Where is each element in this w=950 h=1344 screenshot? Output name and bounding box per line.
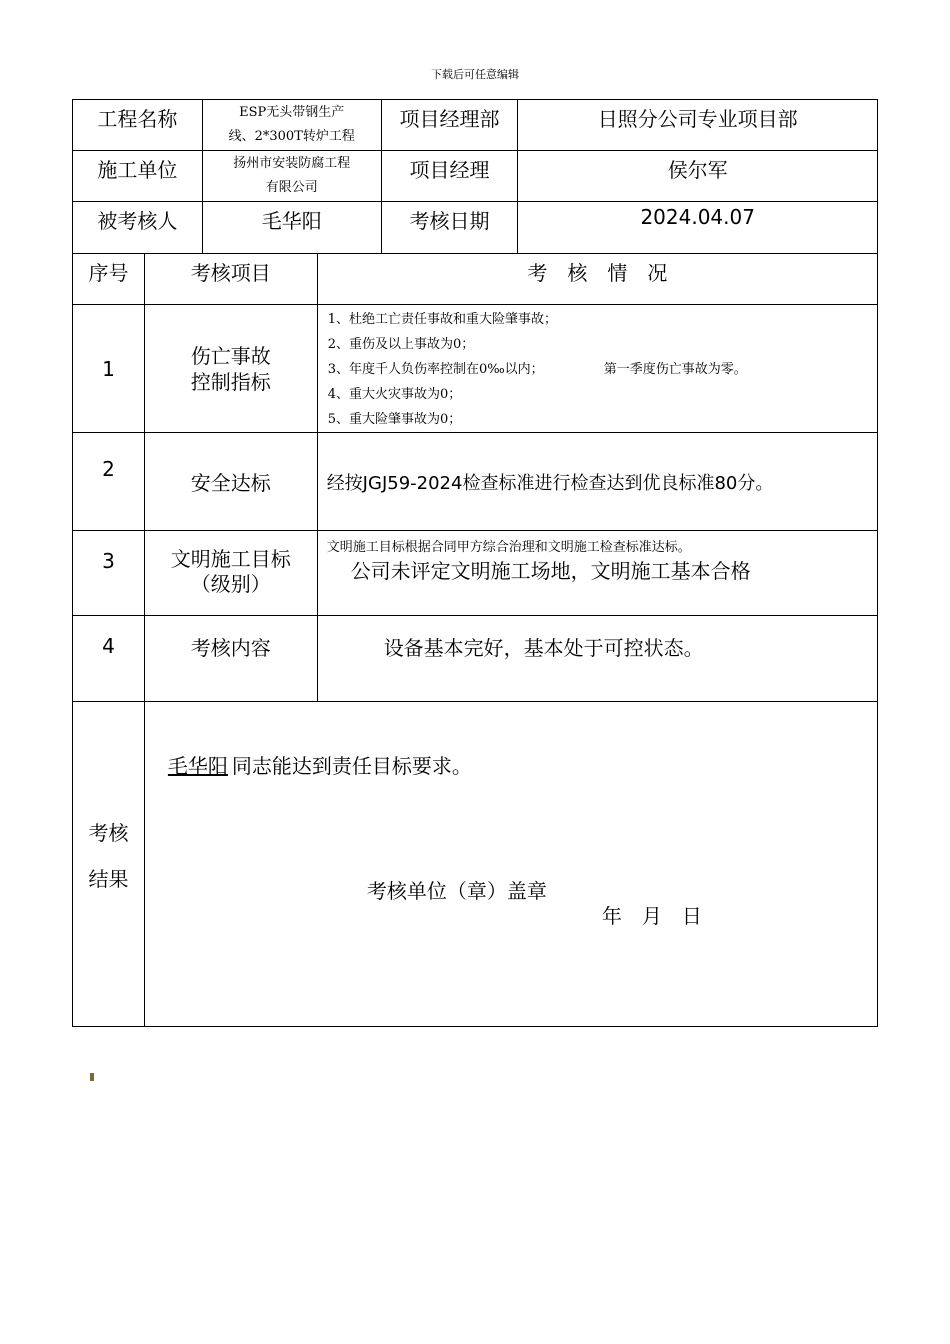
row-3-item xyxy=(144,531,317,616)
result-label-line1: 考核 xyxy=(88,821,129,845)
row-3-item-line1: 文明施工目标 xyxy=(170,547,291,571)
result-body xyxy=(144,702,877,1027)
contractor-line2: 有限公司 xyxy=(265,180,318,195)
row-1-item-line2: 控制指标 xyxy=(190,369,271,394)
pm-value: 侯尔军 xyxy=(518,151,878,202)
info-table xyxy=(72,99,878,254)
row-3-status-big: 公司未评定文明施工场地，文明施工基本合格 xyxy=(350,559,751,583)
row-1-line-4: 4、重大火灾事故为0； xyxy=(327,387,462,402)
row-1-line-1: 1、杜绝工亡责任事故和重大险肇事故； xyxy=(327,312,557,327)
assessee-value: 毛华阳 xyxy=(202,202,381,254)
col-item-header: 考核项目 xyxy=(144,254,317,305)
row-1-line-5: 5、重大险肇事故为0； xyxy=(327,412,462,427)
pm-dept-value: 日照分公司专业项目部 xyxy=(518,100,878,151)
contractor-label: 施工单位 xyxy=(73,151,203,202)
row-4-item: 考核内容 xyxy=(144,616,317,702)
row-1-status xyxy=(317,305,877,433)
row-1-no: 1 xyxy=(73,305,145,433)
project-name-line1: ESP无头带钢生产 xyxy=(239,105,345,120)
date-label: 考核日期 xyxy=(381,202,518,254)
row-1-item xyxy=(144,305,317,433)
pm-label: 项目经理 xyxy=(381,151,518,202)
result-text: 同志能达到责任目标要求。 xyxy=(231,754,472,778)
row-3-status xyxy=(317,531,877,616)
row-4-status: 设备基本完好，基本处于可控状态。 xyxy=(317,616,877,702)
small-marker-icon xyxy=(90,1073,94,1081)
col-status-header: 考 核 情 况 xyxy=(317,254,877,305)
result-label xyxy=(73,702,145,1027)
result-text-line xyxy=(164,750,472,779)
row-3-item-line2: （级别） xyxy=(190,572,271,596)
assessee-label: 被考核人 xyxy=(73,202,203,254)
row-1-line-2: 2、重伤及以上事故为0； xyxy=(327,337,475,352)
row-2-status: 经按JGJ59-2024检查标准进行检查达到优良标准80分。 xyxy=(317,433,877,531)
row-1-line-3 xyxy=(328,357,877,382)
row-1-line-3-text: 3、年度千人负伤率控制在0‰以内； xyxy=(327,362,544,377)
result-label-line2: 结果 xyxy=(88,867,129,891)
project-name-line2: 线、2*300T转炉工程 xyxy=(228,129,355,144)
row-4-no: 4 xyxy=(73,616,145,702)
result-seal: 考核单位（章）盖章 xyxy=(366,879,547,903)
date-value: 2024.04.07 xyxy=(518,202,878,254)
header-note: 下载后可任意编辑 xyxy=(431,68,519,81)
pm-dept-label: 项目经理部 xyxy=(381,100,518,151)
project-name-value xyxy=(202,100,381,151)
row-2-item: 安全达标 xyxy=(144,433,317,531)
contractor-line1: 扬州市安装防腐工程 xyxy=(233,156,351,171)
row-3-no: 3 xyxy=(73,531,145,616)
project-name-label: 工程名称 xyxy=(73,100,203,151)
row-1-item-line1: 伤亡事故 xyxy=(190,343,271,368)
result-name: 毛华阳 xyxy=(167,754,228,778)
row-2-no: 2 xyxy=(73,433,145,531)
col-no-header: 序号 xyxy=(73,254,145,305)
contractor-value xyxy=(202,151,381,202)
assessment-table xyxy=(72,253,878,1027)
row-1-note: 第一季度伤亡事故为零。 xyxy=(603,362,747,377)
result-date: 年 月 日 xyxy=(601,904,702,928)
row-3-status-small: 文明施工目标根据合同甲方综合治理和文明施工检查标准达标。 xyxy=(326,540,691,555)
